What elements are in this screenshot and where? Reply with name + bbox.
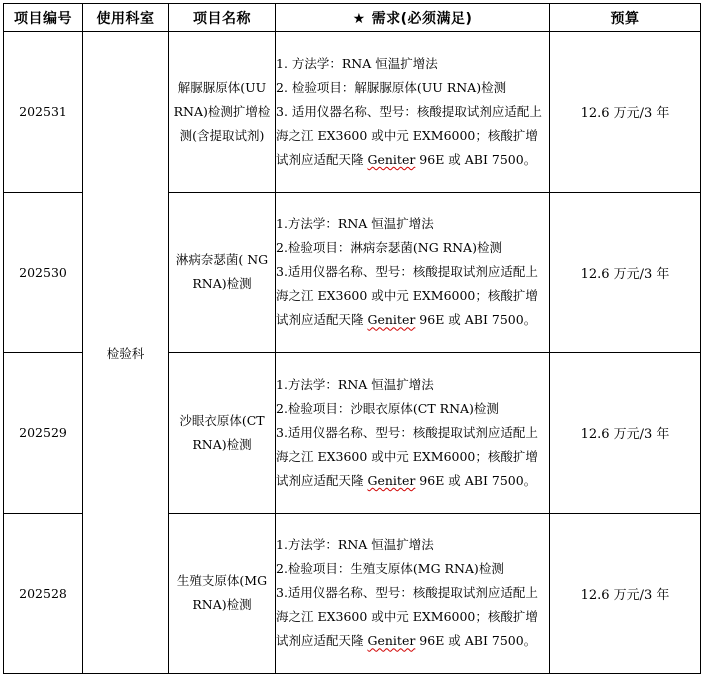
requirements-cell — [276, 192, 550, 353]
header-project-id: 项目编号 — [4, 4, 83, 32]
header-department: 使用科室 — [83, 4, 169, 32]
table-row — [4, 32, 701, 193]
budget-cell: 12.6 万元/3 年 — [550, 32, 701, 193]
req-instrument: 3. 适用仪器名称、型号：核酸提取试剂应适配上海之江 EX3600 或中元 EXM6000；核酸扩增试剂应适配天隆 Geniter 96E 或 ABI 7500。 — [276, 103, 542, 167]
budget-cell: 12.6 万元/3 年 — [550, 192, 701, 353]
project-name: 生殖支原体(MG RNA)检测 — [169, 513, 276, 674]
header-row — [4, 4, 701, 32]
req-method: 1.方法学：RNA 恒温扩增法 — [276, 216, 434, 232]
project-id: 202529 — [4, 353, 83, 514]
star-icon: ★ — [352, 10, 366, 27]
header-project-name: 项目名称 — [169, 4, 276, 32]
req-method: 1.方法学：RNA 恒温扩增法 — [276, 537, 434, 553]
department-cell: 检验科 — [83, 32, 169, 674]
header-requirements-label: 需求(必须满足) — [371, 10, 473, 27]
budget-cell: 12.6 万元/3 年 — [550, 513, 701, 674]
req-method: 1. 方法学：RNA 恒温扩增法 — [276, 55, 438, 71]
project-id: 202531 — [4, 32, 83, 193]
req-item: 2.检验项目：生殖支原体(MG RNA)检测 — [276, 561, 504, 577]
req-instrument: 3.适用仪器名称、型号：核酸提取试剂应适配上海之江 EX3600 或中元 EXM6000；核酸扩增试剂应适配天隆 Geniter 96E 或 ABI 7500。 — [276, 424, 538, 488]
project-id: 202530 — [4, 192, 83, 353]
req-item: 2.检验项目：淋病奈瑟菌(NG RNA)检测 — [276, 240, 502, 256]
project-name: 淋病奈瑟菌( NG RNA)检测 — [169, 192, 276, 353]
requirements-cell — [276, 513, 550, 674]
budget-cell: 12.6 万元/3 年 — [550, 353, 701, 514]
requirements-cell — [276, 353, 550, 514]
project-id: 202528 — [4, 513, 83, 674]
req-instrument: 3.适用仪器名称、型号：核酸提取试剂应适配上海之江 EX3600 或中元 EXM6000；核酸扩增试剂应适配天隆 Geniter 96E 或 ABI 7500。 — [276, 585, 538, 649]
header-budget: 预算 — [550, 4, 701, 32]
project-name: 沙眼衣原体(CT RNA)检测 — [169, 353, 276, 514]
requirements-cell — [276, 32, 550, 193]
req-item: 2.检验项目：沙眼衣原体(CT RNA)检测 — [276, 400, 499, 416]
req-instrument: 3.适用仪器名称、型号：核酸提取试剂应适配上海之江 EX3600 或中元 EXM6000；核酸扩增试剂应适配天隆 Geniter 96E 或 ABI 7500。 — [276, 264, 538, 328]
header-requirements — [276, 4, 550, 32]
procurement-table — [3, 3, 701, 674]
project-name: 解脲脲原体(UU RNA)检测扩增检测(含提取试剂) — [169, 32, 276, 193]
req-item: 2. 检验项目：解脲脲原体(UU RNA)检测 — [276, 79, 507, 95]
req-method: 1.方法学：RNA 恒温扩增法 — [276, 376, 434, 392]
